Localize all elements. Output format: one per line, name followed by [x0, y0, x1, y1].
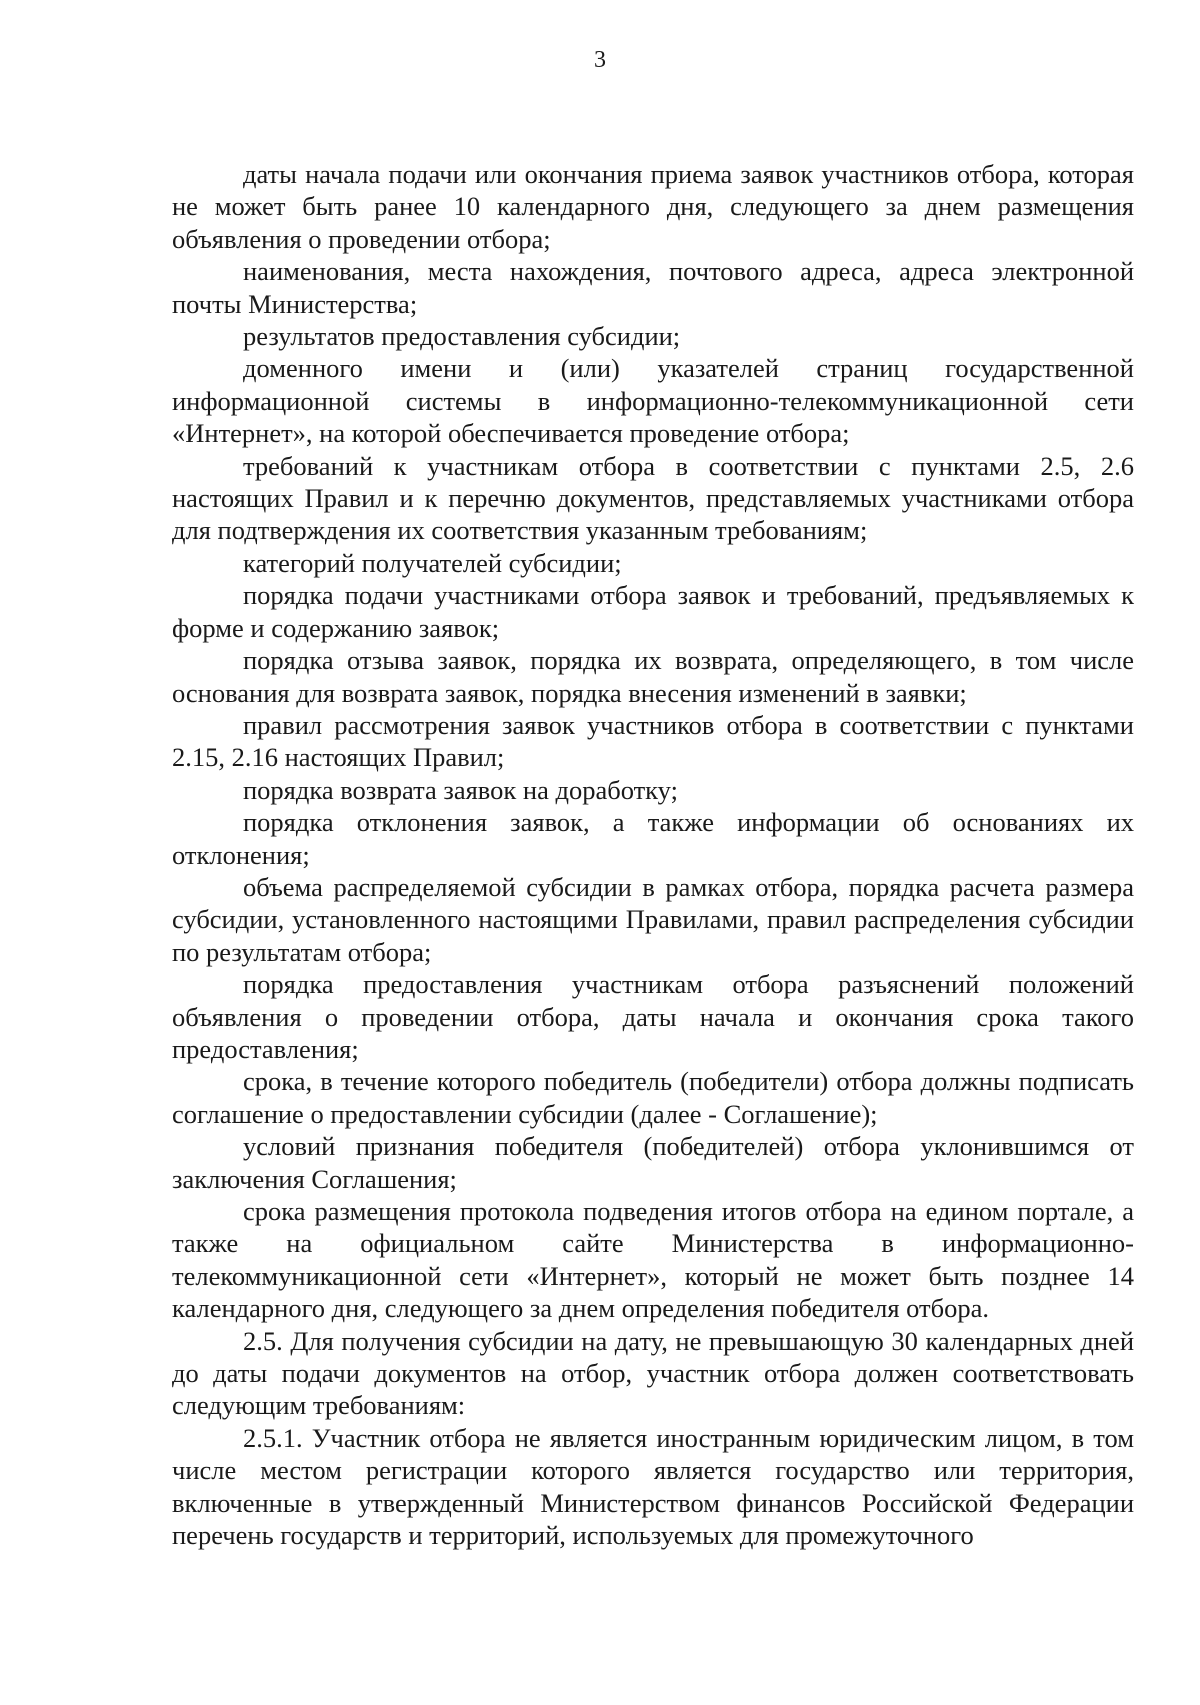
- paragraph: условий признания победителя (победителей) отбора уклонившимся от заключения Соглашения;: [172, 1131, 1134, 1194]
- paragraph: срока, в течение которого победитель (победители) отбора должны подписать соглашение о предоставлении субсидии (далее - Соглашение);: [172, 1066, 1134, 1129]
- paragraph: порядка возврата заявок на доработку;: [243, 774, 678, 805]
- paragraph: результатов предоставления субсидии;: [243, 321, 681, 352]
- paragraph: порядка отзыва заявок, порядка их возврата, определяющего, в том числе основания для возврата заявок, порядка внесения изменений в заявки;: [172, 645, 1134, 708]
- paragraph: 2.5. Для получения субсидии на дату, не превышающую 30 календарных дней до даты подачи документов на отбор, участник отбора должен соответствовать следующим требованиям:: [172, 1325, 1134, 1421]
- paragraph: порядка отклонения заявок, а также информации об основаниях их отклонения;: [172, 807, 1134, 870]
- paragraph: 2.5.1. Участник отбора не является иностранным юридическим лицом, в том числе местом регистрации которого является государство или территория, включенные в утвержденный Министерством финансов Российской Федерации перечень государств и территорий, используемых для промежуточного: [172, 1422, 1134, 1551]
- paragraph: требований к участникам отбора в соответствии с пунктами 2.5, 2.6 настоящих Правил и к перечню документов, представляемых участниками отбора для подтверждения их соответствия указанным требованиям;: [172, 450, 1134, 546]
- paragraph: порядка предоставления участникам отбора разъяснений положений объявления о проведении отбора, даты начала и окончания срока такого предоставления;: [172, 969, 1134, 1064]
- paragraph: порядка подачи участниками отбора заявок и требований, предъявляемых к форме и содержанию заявок;: [172, 580, 1134, 643]
- paragraph: объема распределяемой субсидии в рамках отбора, порядка расчета размера субсидии, установленного настоящими Правилами, правил распределения субсидии по результатам отбора;: [172, 871, 1134, 967]
- paragraph: доменного имени и (или) указателей страниц государственной информационной системы в информационно-телекоммуникационной сети «Интернет», на которой обеспечивается проведение отбора;: [172, 353, 1134, 449]
- paragraph: срока размещения протокола подведения итогов отбора на едином портале, а также на официальном сайте Министерства в информационно-телекоммуникационной сети «Интернет», который не может быть позднее 14 календарного дня, следующего за днем определения победителя отбора.: [172, 1196, 1134, 1324]
- paragraph: даты начала подачи или окончания приема заявок участников отбора, которая не может быть ранее 10 календарного дня, следующего за днем размещения объявления о проведении отбора;: [172, 159, 1134, 254]
- paragraph: наименования, места нахождения, почтового адреса, адреса электронной почты Министерства;: [172, 256, 1134, 319]
- paragraph: правил рассмотрения заявок участников отбора в соответствии с пунктами 2.15, 2.16 настоящих Правил;: [172, 709, 1134, 773]
- document-body: [172, 158, 1134, 1551]
- paragraph: категорий получателей субсидии;: [243, 547, 622, 578]
- page-number: 3: [594, 47, 606, 73]
